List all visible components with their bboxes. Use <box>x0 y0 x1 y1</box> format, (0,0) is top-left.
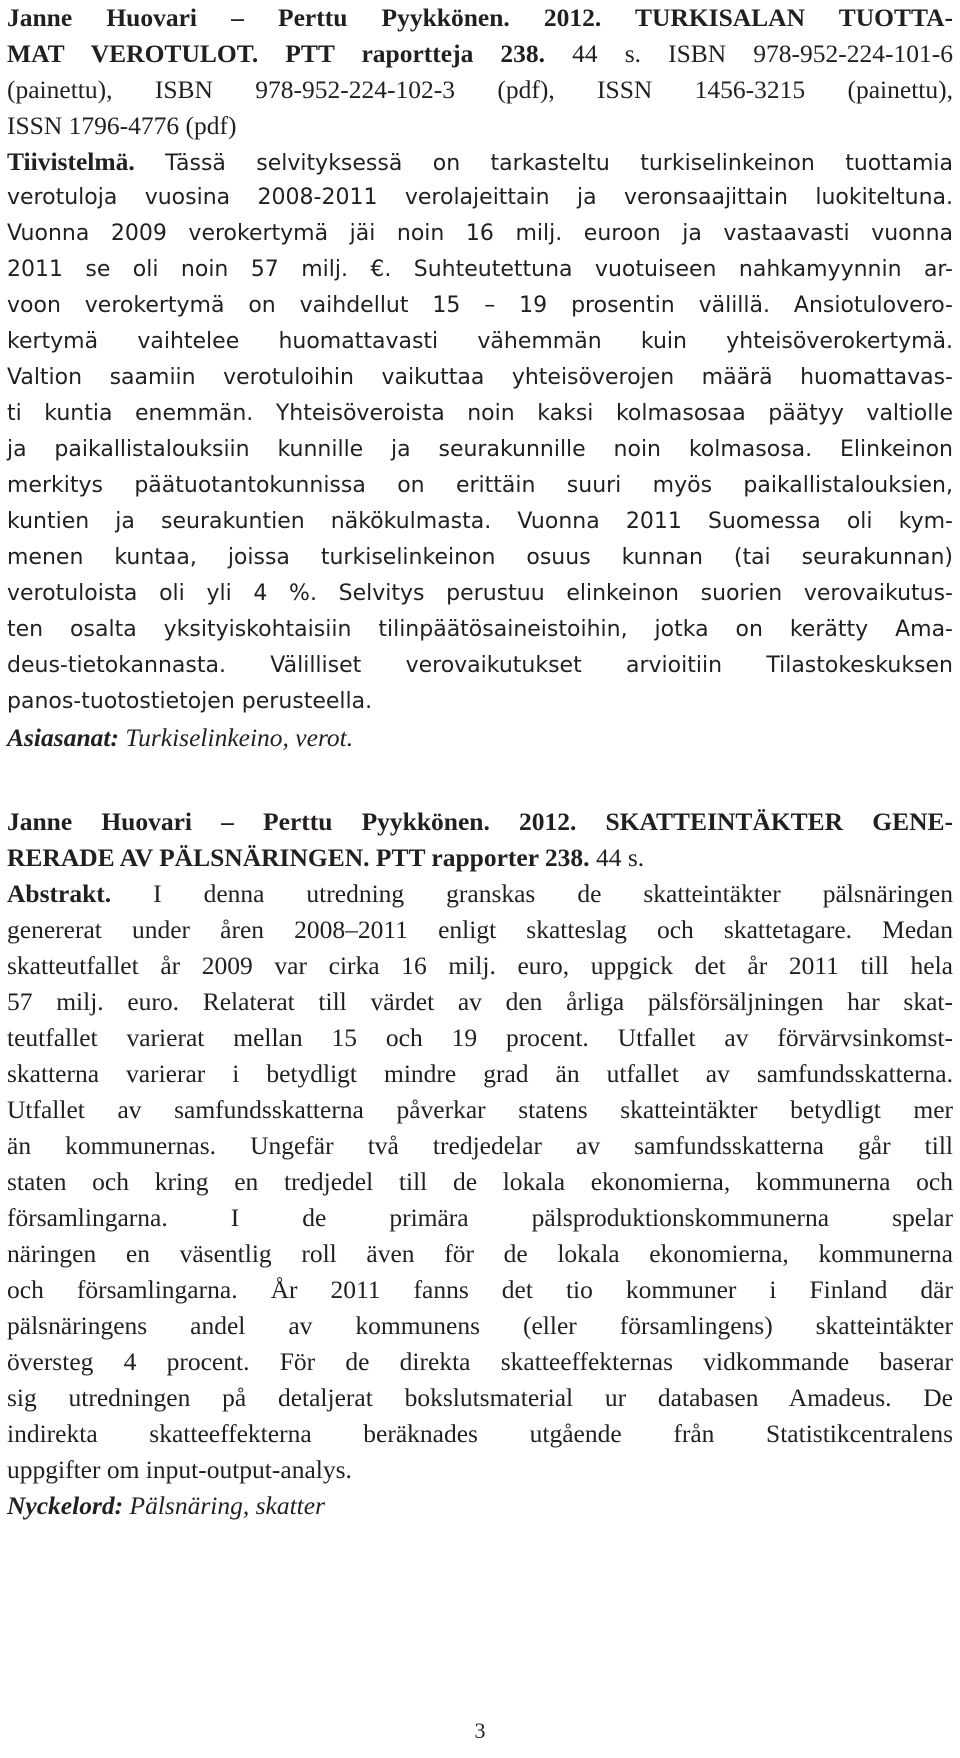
sv-abstract-line-6: skatterna varierar i betydligt mindre grad än utfallet av samfundsskatterna. <box>7 1059 953 1088</box>
fi-abstract-line-7: Valtion saamiin verotuloihin vaikuttaa yhteisöverojen määrä huomattavas- <box>7 365 953 390</box>
fi-keywords-label: Asiasanat: <box>7 723 119 752</box>
sv-keywords: Nyckelord: Pälsnäring, skatter <box>7 1491 325 1520</box>
fi-abstract-line-8: ti kuntia enemmän. Yhteisöveroista noin kaksi kolmasosaa päätyy valtiolle <box>7 401 953 426</box>
sv-abstract-line-13: pälsnäringens andel av kommunens (eller församlingens) skatteintäkter <box>7 1311 953 1340</box>
fi-ref-line-1: Janne Huovari – Perttu Pyykkönen. 2012. TURKISALAN TUOTTA- <box>7 3 953 32</box>
fi-abstract-line-9: ja paikallistalouksiin kunnille ja seurakunnille noin kolmasosa. Elinkeinon <box>7 437 953 462</box>
sv-abstract-line-8: än kommunernas. Ungefär två tredjedelar av samfundsskatterna går till <box>7 1131 953 1160</box>
sv-abstract-line-11: näringen en väsentlig roll även för de lokala ekonomierna, kommunerna <box>7 1239 953 1268</box>
fi-abstract-line-12: menen kuntaa, joissa turkiselinkeinon osuus kunnan (tai seurakunnan) <box>7 545 953 570</box>
fi-abstract-line-2: verotuloja vuosina 2008-2011 verolajeittain ja veronsaajittain luokiteltuna. <box>7 185 953 210</box>
sv-abstract-line-14: översteg 4 procent. För de direkta skatteeffekternas vidkommande baserar <box>7 1347 953 1376</box>
fi-abstract-line-4: 2011 se oli noin 57 milj. €. Suhteutettuna vuotuiseen nahkamyynnin ar- <box>7 257 953 282</box>
sv-abstract-line-17: uppgifter om input-output-analys. <box>7 1455 352 1484</box>
fi-abstract-line-10: merkitys päätuotantokunnissa on erittäin suuri myös paikallistalouksien, <box>7 473 953 498</box>
sv-ref-line-2: RERADE AV PÄLSNÄRINGEN. PTT rapporter 238. 44 s. <box>7 843 645 872</box>
sv-abstract-line-4: 57 milj. euro. Relaterat till värdet av den årliga pälsförsäljningen har skat- <box>7 987 953 1016</box>
fi-keywords: Asiasanat: Turkiselinkeino, verot. <box>7 723 354 752</box>
fi-abstract-line-14: ten osalta yksityiskohtaisiin tilinpäätösaineistoihin, jotka on kerätty Ama- <box>7 617 953 642</box>
fi-ref-line-4: ISSN 1796-4776 (pdf) <box>7 111 237 140</box>
sv-ref-line-1: Janne Huovari – Perttu Pyykkönen. 2012. SKATTEINTÄKTER GENE- <box>7 807 953 836</box>
sv-abstract-line-7: Utfallet av samfundsskatterna påverkar statens skatteintäkter betydligt mer <box>7 1095 953 1124</box>
fi-abstract-line-3: Vuonna 2009 verokertymä jäi noin 16 milj. euroon ja vastaavasti vuonna <box>7 221 953 246</box>
sv-abstract-line-15: sig utredningen på detaljerat bokslutsmaterial ur databasen Amadeus. De <box>7 1383 953 1412</box>
fi-abstract-line-13: verotuloista oli yli 4 %. Selvitys perustuu elinkeinon suorien verovaikutus- <box>7 581 953 606</box>
sv-abstract-line-3: skatteutfallet år 2009 var cirka 16 milj. euro, uppgick det år 2011 till hela <box>7 951 953 980</box>
sv-abstract-line-2: genererat under åren 2008–2011 enligt skatteslag och skattetagare. Medan <box>7 915 953 944</box>
sv-abstract-line-1: Abstrakt. I denna utredning granskas de skatteintäkter pälsnäringen <box>7 879 953 908</box>
fi-abstract-line-6: kertymä vaihtelee huomattavasti vähemmän kuin yhteisöverokertymä. <box>7 329 953 354</box>
page-number: 3 <box>474 1718 486 1743</box>
sv-abstract-line-16: indirekta skatteeffekterna beräknades utgående från Statistikcentralens <box>7 1419 953 1448</box>
sv-abstract-label: Abstrakt. <box>7 879 112 908</box>
fi-abstract-line-11: kuntien ja seurakuntien näkökulmasta. Vuonna 2011 Suomessa oli kym- <box>7 509 953 534</box>
sv-keywords-label: Nyckelord: <box>7 1491 124 1520</box>
fi-abstract-line-15: deus-tietokannasta. Välilliset verovaikutukset arvioitiin Tilastokeskuksen <box>7 653 953 678</box>
fi-abstract-label: Tiivistelmä. <box>7 147 135 176</box>
sv-abstract-line-12: och församlingarna. År 2011 fanns det tio kommuner i Finland där <box>7 1275 953 1304</box>
fi-abstract-line-1: Tiivistelmä. Tässä selvityksessä on tarkasteltu turkiselinkeinon tuottamia <box>7 147 953 176</box>
fi-ref-line-3: (painettu), ISBN 978-952-224-102-3 (pdf), ISSN 1456-3215 (painettu), <box>7 75 953 104</box>
fi-abstract-line-16: panos-tuotostietojen perusteella. <box>7 689 373 714</box>
sv-abstract-line-10: församlingarna. I de primära pälsproduktionskommunerna spelar <box>7 1203 953 1232</box>
fi-abstract-line-5: voon verokertymä on vaihdellut 15 – 19 prosentin välillä. Ansiotulovero- <box>7 293 953 318</box>
fi-ref-line-2: MAT VEROTULOT. PTT raportteja 238. 44 s. ISBN 978-952-224-101-6 <box>7 39 953 68</box>
sv-abstract-line-5: teutfallet varierat mellan 15 och 19 procent. Utfallet av förvärvsinkomst- <box>7 1023 953 1052</box>
sv-abstract-line-9: staten och kring en tredjedel till de lokala ekonomierna, kommunerna och <box>7 1167 953 1196</box>
